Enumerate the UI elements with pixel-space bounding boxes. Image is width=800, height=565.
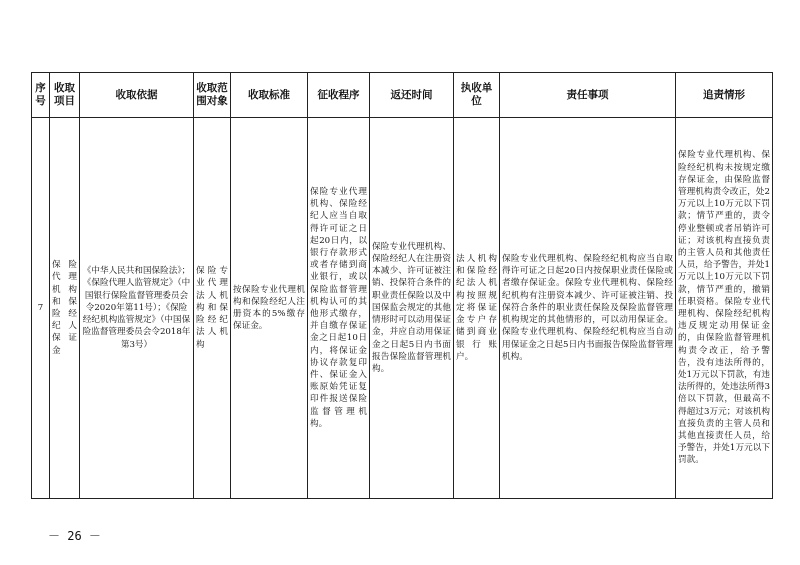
accountability-text: 保险专业代理机构、保险经纪机构未按规定缴存保证金，由保险监督管理机构责令改正，处2万元以上10万元以下罚款；情节严重的，责令停业整顿或者吊销许可证；对该机构直接负责的主管人员和其他责任人员，给予警告，并处1万元以上10万元以下罚款，情节严重的，撤销任职资格。保险专业代理机构、保险经纪机构违反规定动用保证金的，由保险监督管理机构责令改正，给予警告，没有违法所得的，处1万元以下罚款，有违法所得的，处违法所得3倍以下罚款，但最高不得超过3万元；对该机构直接负责的主管人员和其他直接责任人员，给予警告，并处1万元以下罚款。 [678,150,770,466]
cell-object [194,118,231,499]
cell-unit [454,118,500,499]
header-return-time: 返还时间 [370,73,454,118]
object-text: 保险专业代理法人机构和保险经纪法人机构 [196,266,228,350]
cell-seq [32,118,50,499]
cell-basis [80,118,194,499]
fee-collection-table [31,72,773,499]
basis-text: 《中华人民共和国保险法》；《保险代理人监管规定》（中国银行保险监督管理委员会令2020年第11号）；《保险经纪机构监管规定》（中国保险监督管理委员会令2018年第3号） [82,266,191,350]
page-number: － 26 － [48,529,101,543]
unit-text: 法人机构和保险经纪法人机构按照规定将保证金专户存储到商业银行账户。 [456,254,497,362]
cell-accountability [676,118,773,499]
duty-text: 保险专业代理机构、保险经纪机构应当自取得许可证之日起20日内按保职业责任保险或者缴存保证金。保险专业代理机构、保险经纪机构有注册资本减少、许可证被注销、投保符合条件的职业责任保险及保险监督管理机构规定的其他情形的，可以动用保证金。保险专业代理机构、保险经纪机构应当自动用保证金之日起5日内书面报告保险监督管理机构。 [502,254,673,362]
return-time-text: 保险专业代理机构、保险经纪人在注册资本减少、许可证被注销、投保符合条件的职业责任保险以及中国保监会规定的其他情形时可以动用保证金，并应自动用保证金之日起5日内书面报告保险监督管理机构。 [372,241,451,374]
header-item: 收取项目 [50,73,80,118]
header-standard: 收取标准 [231,73,308,118]
cell-return-time [370,118,454,499]
cell-duty [500,118,676,499]
header-basis: 收取依据 [80,73,194,118]
table-header-row [32,73,773,118]
header-object: 收取范围对象 [194,73,231,118]
table-row [32,118,773,499]
header-seq: 序号 [32,73,50,118]
cell-item [50,118,80,499]
header-unit: 执收单位 [454,73,500,118]
cell-procedure [308,118,370,499]
seq-text: 7 [37,302,44,313]
item-text: 保险代理机构和保险经纪人保证金 [52,260,77,356]
header-procedure: 征收程序 [308,73,370,118]
procedure-text: 保险专业代理机构、保险经纪人应当自取得许可证之日起20日内，以银行存款形式或者存储到商业银行，或以保险监督管理机构认可的其他形式缴存，并自缴存保证金之日起10日内，将保证金协议存款复印件、保证金入账原始凭证复印件报送保险监督管理机构。 [310,186,367,429]
cell-standard [231,118,308,499]
header-duty: 责任事项 [500,73,676,118]
header-accountability: 追责情形 [676,73,773,118]
standard-text: 按保险专业代理机构和保险经纪人注册资本的5%缴存保证金。 [233,284,305,332]
